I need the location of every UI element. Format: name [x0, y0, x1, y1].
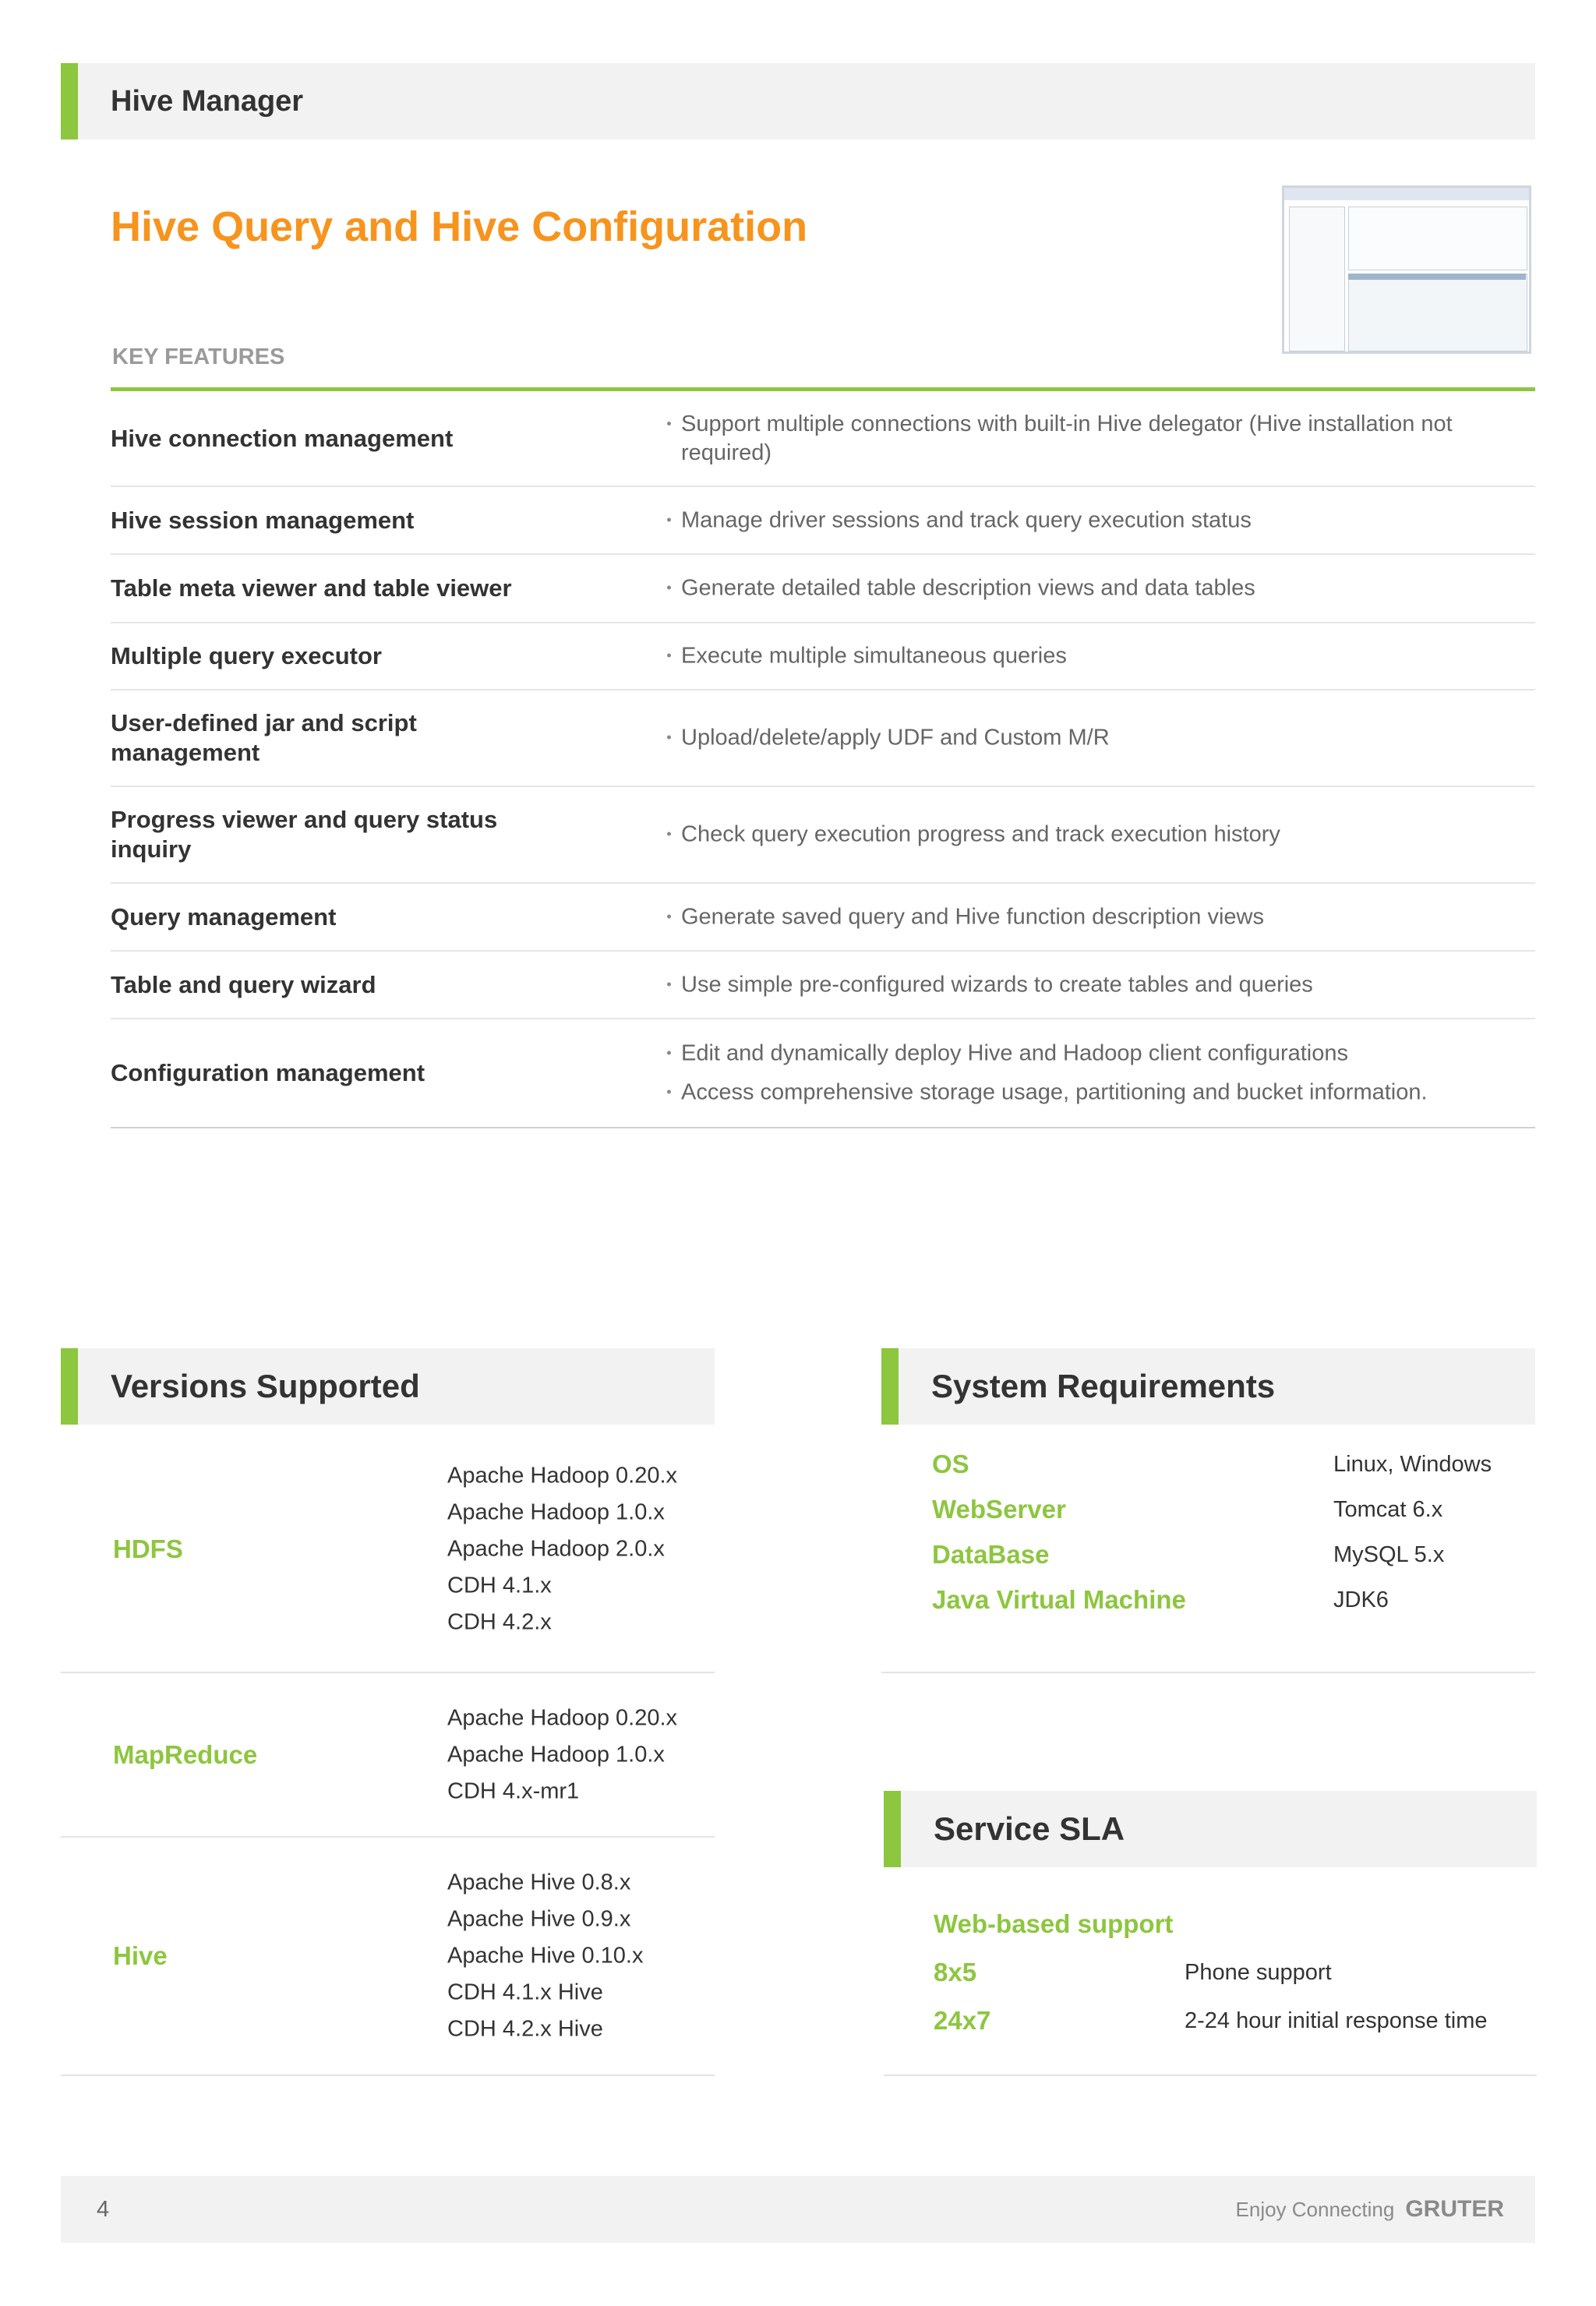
section-title: System Requirements	[931, 1368, 1276, 1404]
sla-row	[884, 1948, 1537, 1997]
bullet-icon	[667, 422, 671, 426]
feature-row	[111, 487, 1535, 555]
page-number: 4	[97, 2197, 110, 2222]
feature-description: Edit and dynamically deploy Hive and Hadoop client configurations Access comprehensive storage usage, partitioning and bucket information.	[667, 1040, 1532, 1107]
requirement-row	[881, 1487, 1535, 1532]
feature-name: Multiple query executor	[111, 642, 382, 669]
feature-description: Check query execution progress and track execution history	[667, 821, 1532, 849]
service-sla-table	[884, 1900, 1537, 2076]
requirement-value: Linux, Windows	[1333, 1452, 1492, 1477]
sla-label: 8x5	[934, 1958, 977, 1986]
feature-row	[111, 623, 1535, 690]
feature-name: Progress viewer and query status inquiry	[111, 806, 498, 863]
sla-value: Phone support	[1185, 1960, 1332, 1985]
versions-table	[61, 1427, 715, 2076]
version-row	[61, 1427, 715, 1673]
footer-branding	[1236, 2176, 1504, 2247]
feature-description: Upload/delete/apply UDF and Custom M/R	[667, 724, 1532, 753]
brand-logo-text: GRUTER	[1405, 2196, 1504, 2222]
screenshot-thumbnail	[1282, 185, 1531, 354]
section-title: Service SLA	[934, 1810, 1125, 1847]
requirement-label: WebServer	[932, 1495, 1066, 1524]
bullet-icon	[667, 654, 671, 658]
feature-name: Hive session management	[111, 506, 415, 534]
version-row	[61, 1838, 715, 2076]
features-table	[111, 387, 1535, 1128]
section-header-system-requirements	[881, 1348, 1535, 1425]
bullet-icon	[667, 586, 671, 590]
requirement-label: OS	[932, 1450, 969, 1478]
version-category: Hive	[113, 1941, 168, 1970]
feature-row	[111, 391, 1535, 487]
bullet-icon	[667, 1051, 671, 1055]
feature-name: User-defined jar and script management	[111, 709, 417, 766]
feature-description: Generate detailed table description views and data tables	[667, 574, 1532, 603]
key-features-label: KEY FEATURES	[112, 344, 285, 369]
requirement-label: Java Virtual Machine	[932, 1585, 1186, 1614]
feature-description: Use simple pre-configured wizards to create tables and queries	[667, 970, 1532, 999]
feature-description: Execute multiple simultaneous queries	[667, 642, 1532, 671]
bullet-icon	[667, 914, 671, 918]
version-list: Apache Hadoop 0.20.x Apache Hadoop 1.0.x CDH 4.x-mr1	[447, 1705, 678, 1803]
feature-name: Configuration management	[111, 1059, 425, 1086]
requirement-value: JDK6	[1333, 1587, 1389, 1612]
sla-row	[884, 1900, 1537, 1948]
page-title: Hive Query and Hive Configuration	[111, 203, 808, 250]
feature-row	[111, 884, 1535, 952]
section-header-service-sla	[884, 1791, 1537, 1867]
section-header-hive-manager	[61, 63, 1535, 139]
feature-description: Generate saved query and Hive function description views	[667, 902, 1532, 931]
version-category: MapReduce	[113, 1739, 258, 1769]
bullet-icon	[667, 736, 671, 740]
bullet-icon	[667, 1090, 671, 1094]
page-footer	[61, 2176, 1535, 2243]
requirement-value: Tomcat 6.x	[1333, 1497, 1443, 1522]
sla-label: 24x7	[934, 2006, 991, 2035]
version-row	[61, 1673, 715, 1838]
feature-row	[111, 952, 1535, 1019]
sla-label: Web-based support	[934, 1909, 1174, 1938]
requirement-value: MySQL 5.x	[1333, 1542, 1445, 1567]
section-header-versions	[61, 1348, 715, 1425]
version-list: Apache Hive 0.8.x Apache Hive 0.9.x Apache Hive 0.10.x CDH 4.1.x Hive CDH 4.2.x Hive	[447, 1870, 644, 2042]
version-list: Apache Hadoop 0.20.x Apache Hadoop 1.0.x Apache Hadoop 2.0.x CDH 4.1.x CDH 4.2.x	[447, 1463, 678, 1635]
feature-row	[111, 555, 1535, 623]
feature-row	[111, 1019, 1535, 1128]
feature-name: Hive connection management	[111, 424, 454, 452]
section-title: Versions Supported	[111, 1368, 420, 1404]
requirement-row	[881, 1442, 1535, 1487]
feature-name: Table meta viewer and table viewer	[111, 574, 512, 602]
system-requirements-table	[881, 1442, 1535, 1673]
section-title: Hive Manager	[111, 85, 304, 118]
bullet-icon	[667, 517, 671, 521]
requirement-row	[881, 1577, 1535, 1623]
bullet-icon	[667, 982, 671, 986]
feature-description: Manage driver sessions and track query execution status	[667, 506, 1532, 535]
feature-name: Query management	[111, 902, 337, 931]
feature-row	[111, 787, 1535, 884]
feature-description: Support multiple connections with built-in Hive delegator (Hive installation not required)	[667, 410, 1532, 468]
sla-value: 2-24 hour initial response time	[1185, 2008, 1488, 2033]
feature-row	[111, 690, 1535, 787]
sla-row	[884, 1997, 1537, 2045]
feature-name: Table and query wizard	[111, 970, 376, 998]
version-category: HDFS	[113, 1534, 183, 1563]
bullet-icon	[667, 832, 671, 836]
requirement-label: DataBase	[932, 1540, 1050, 1569]
footer-tagline: Enjoy Connecting	[1235, 2198, 1395, 2221]
requirement-row	[881, 1532, 1535, 1577]
